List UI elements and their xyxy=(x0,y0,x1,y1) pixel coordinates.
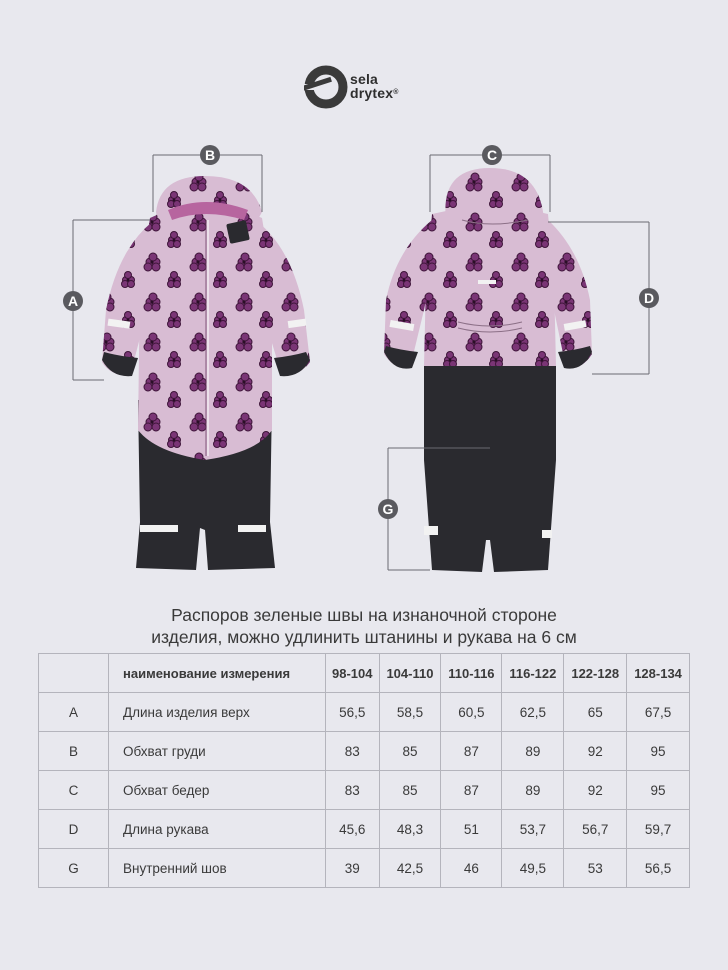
row-value: 85 xyxy=(379,771,441,810)
row-value: 59,7 xyxy=(627,810,690,849)
row-name: Внутренний шов xyxy=(109,849,326,888)
row-value: 45,6 xyxy=(326,810,380,849)
row-value: 89 xyxy=(502,771,564,810)
row-value: 92 xyxy=(564,771,627,810)
row-value: 85 xyxy=(379,732,441,771)
table-row xyxy=(39,849,690,888)
marker-c-label: C xyxy=(486,147,498,163)
logo-mark-icon xyxy=(304,64,348,110)
row-value: 67,5 xyxy=(627,693,690,732)
overall-back xyxy=(384,168,592,572)
table-header-row xyxy=(39,654,690,693)
row-value: 53 xyxy=(564,849,627,888)
row-value: 53,7 xyxy=(502,810,564,849)
header-size-cell: 104-110 xyxy=(379,654,441,693)
row-value: 56,5 xyxy=(627,849,690,888)
row-value: 48,3 xyxy=(379,810,441,849)
brand-name xyxy=(350,72,399,100)
alteration-note xyxy=(0,604,728,648)
row-value: 60,5 xyxy=(441,693,502,732)
marker-d-label: D xyxy=(643,290,655,306)
row-value: 62,5 xyxy=(502,693,564,732)
brand-line2: drytex xyxy=(350,85,394,101)
header-code-cell xyxy=(39,654,109,693)
row-code: D xyxy=(39,810,109,849)
header-name-cell: наименование измерения xyxy=(109,654,326,693)
note-line-2: изделия, можно удлинить штанины и рукава на 6 см xyxy=(151,627,577,647)
row-value: 83 xyxy=(326,771,380,810)
front-left-reflector xyxy=(140,525,178,532)
marker-b-label: B xyxy=(204,147,216,163)
row-value: 95 xyxy=(627,771,690,810)
row-value: 51 xyxy=(441,810,502,849)
marker-c xyxy=(482,145,502,165)
row-value: 92 xyxy=(564,732,627,771)
back-right-reflector xyxy=(542,530,552,538)
table-row xyxy=(39,810,690,849)
row-value: 56,5 xyxy=(326,693,380,732)
header-size-cell: 98-104 xyxy=(326,654,380,693)
row-value: 42,5 xyxy=(379,849,441,888)
row-code: B xyxy=(39,732,109,771)
header-size-cell: 110-116 xyxy=(441,654,502,693)
product-illustration xyxy=(0,130,728,590)
table-row xyxy=(39,771,690,810)
back-left-reflector xyxy=(424,526,438,535)
row-value: 49,5 xyxy=(502,849,564,888)
row-value: 39 xyxy=(326,849,380,888)
row-value: 87 xyxy=(441,732,502,771)
front-right-reflector xyxy=(238,525,266,532)
marker-a-label: A xyxy=(67,293,79,309)
row-code: G xyxy=(39,849,109,888)
row-value: 58,5 xyxy=(379,693,441,732)
table-row xyxy=(39,693,690,732)
row-name: Обхват груди xyxy=(109,732,326,771)
brand-logo xyxy=(304,64,434,110)
row-value: 56,7 xyxy=(564,810,627,849)
header-size-cell: 128-134 xyxy=(627,654,690,693)
row-value: 65 xyxy=(564,693,627,732)
header-size-cell: 116-122 xyxy=(502,654,564,693)
overall-front xyxy=(102,176,310,570)
brand-registered-mark: ® xyxy=(393,89,399,96)
row-value: 87 xyxy=(441,771,502,810)
marker-g-label: G xyxy=(382,501,394,517)
table-row xyxy=(39,732,690,771)
row-value: 95 xyxy=(627,732,690,771)
row-value: 46 xyxy=(441,849,502,888)
marker-b xyxy=(200,145,220,165)
marker-g xyxy=(378,499,398,519)
row-name: Длина изделия верх xyxy=(109,693,326,732)
row-code: A xyxy=(39,693,109,732)
row-name: Обхват бедер xyxy=(109,771,326,810)
header-size-cell: 122-128 xyxy=(564,654,627,693)
row-name: Длина рукава xyxy=(109,810,326,849)
size-table xyxy=(38,653,690,888)
note-line-1: Распоров зеленые швы на изнаночной стороне xyxy=(171,605,557,625)
row-value: 89 xyxy=(502,732,564,771)
row-code: C xyxy=(39,771,109,810)
marker-d xyxy=(639,288,659,308)
row-value: 83 xyxy=(326,732,380,771)
marker-a xyxy=(63,291,83,311)
brand-line1: sela xyxy=(350,71,379,87)
